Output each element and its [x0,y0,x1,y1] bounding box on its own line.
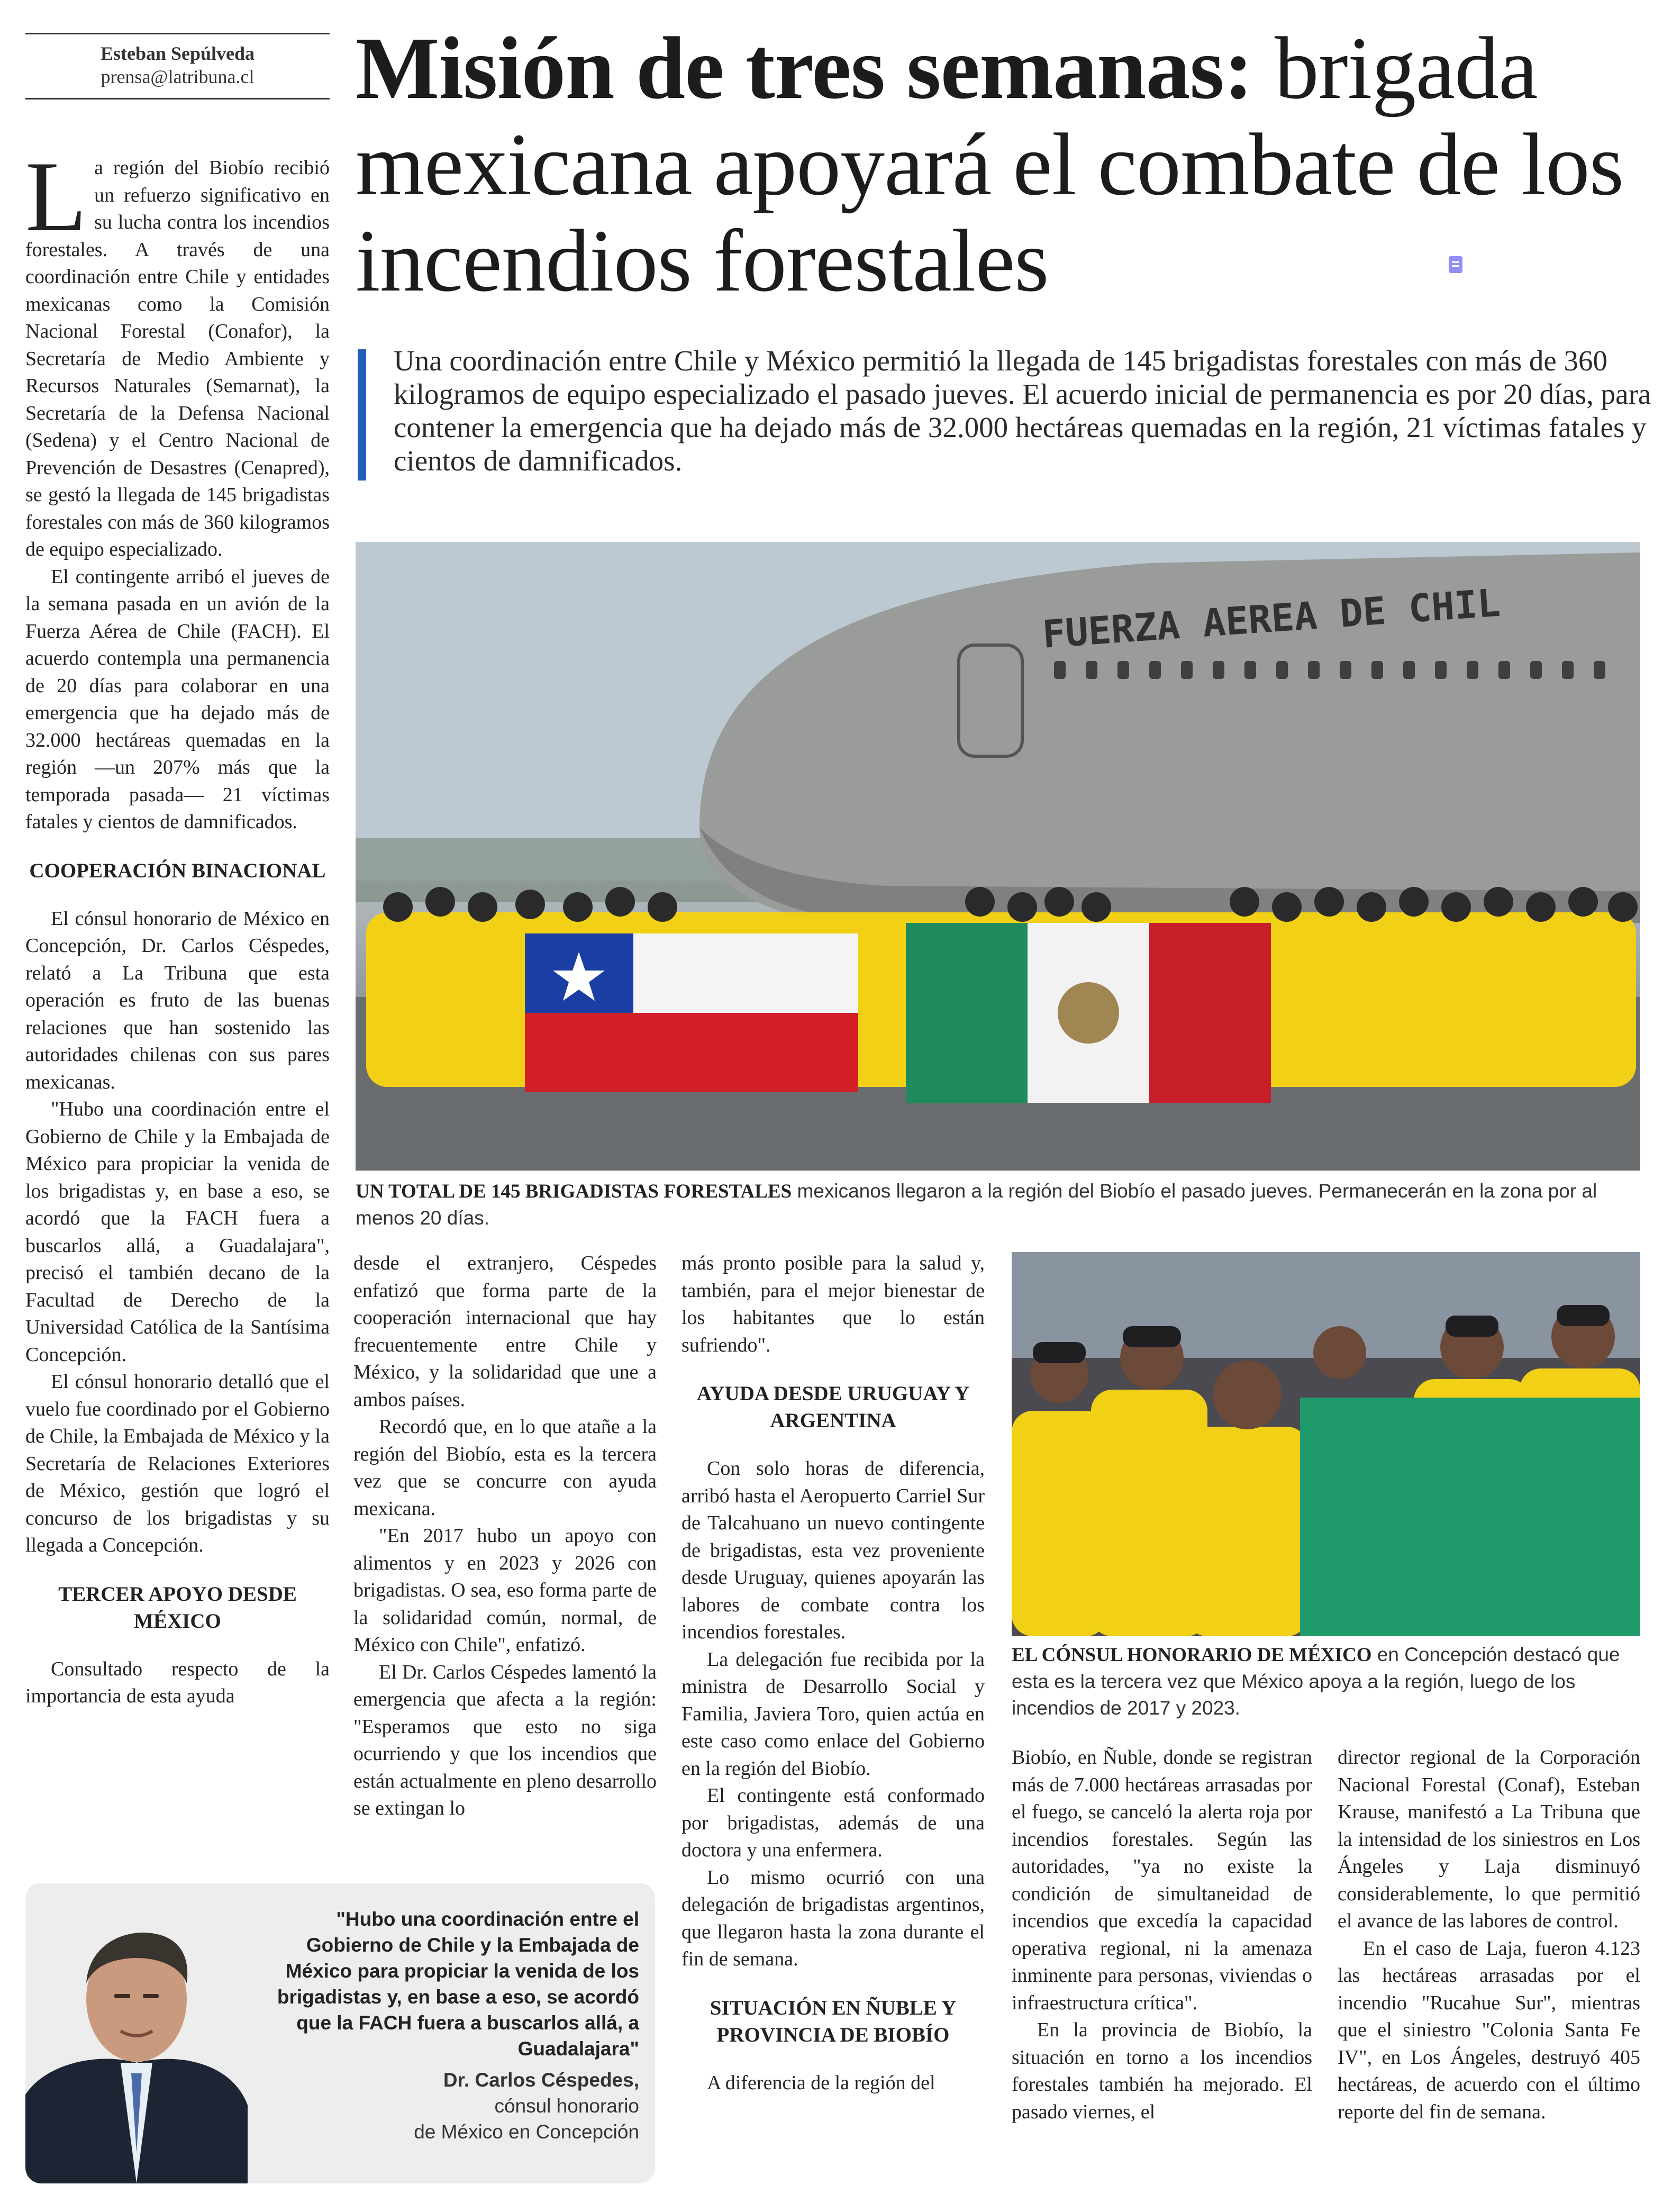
quote-author-name: Dr. Carlos Céspedes, [443,2069,639,2091]
headline-bold: Misión de tres semanas: [356,19,1253,117]
pull-quote-box [25,1883,655,2183]
subheading-cooperacion: COOPERACIÓN BINACIONAL [29,859,326,882]
photo-brigade-airplane [356,542,1640,1171]
byline [25,33,330,99]
paragraph: El Dr. Carlos Céspedes lamentó la emergencia que afecta a la región: "Esperamos que esto no siga ocurriendo y que los incendios que están actualmente en pleno desarrollo se extingan lo [353,1661,657,1819]
photo-caption-1 [356,1178,1640,1231]
byline-author: Esteban Sepúlveda [100,43,255,64]
column-1 [25,141,330,1710]
paragraph: "Hubo una coordinación entre el Gobierno de Chile y la Embajada de México para propiciar la venida de los brigadistas y, en base a eso, se acordó que la FACH fuera a buscarlos allá, a Guadalajara", precisó el también decano de la Facultad de Derecho de la Universidad Católica de la Santísima Concepción. [25,1098,330,1366]
quote-author-role-2: de México en Concepción [414,2121,639,2143]
subheading-nuble-biobio: SITUACIÓN EN ÑUBLE Y PROVINCIA DE BIOBÍO [710,1996,957,2046]
paragraph: La región del Biobío recibió un refuerzo significativo en su lucha contra los incendios forestales. A través de una coordinación entre Chile y entidades mexicanas como la Comisión Nacional Forestal (Conafor), la Secretaría de Medio Ambiente y Recursos Naturales (Semarnat), la Secretaría de la Defensa Nacional (Sedena) y el Centro Nacional de Prevención de Desastres (Cenapred), se gestó la llegada de 145 brigadistas forestales con más de 360 kilogramos de equipo especializado. [25,141,330,560]
column-3 [681,1250,985,2097]
paragraph: A diferencia de la región del [707,2071,935,2094]
paragraph: Recordó que, en lo que atañe a la región del Biobío, esta es la tercera vez que se concurre con ayuda mexicana. [353,1416,657,1520]
pull-quote-attribution [414,2067,639,2145]
byline-email[interactable]: prensa@latribuna.cl [101,66,255,87]
column-4 [1012,1744,1312,2126]
column-5 [1338,1744,1640,2126]
consul-portrait [25,1904,248,2183]
mexico-flag [906,923,1271,1103]
brigade-group-illustration [1012,1252,1640,1636]
paragraph: El cónsul honorario de México en Concepción, Dr. Carlos Céspedes, relató a La Tribuna que esta operación es fruto de las buenas relaciones que han sostenido las autoridades chilenas con sus pares mexicanas. [25,907,330,1093]
subheading-uruguay-argentina: AYUDA DESDE URUGUAY Y ARGENTINA [696,1382,970,1432]
photo-brigade-group [1012,1252,1640,1636]
paragraph: En el caso de Laja, fueron 4.123 las hectáreas arrasadas por el incendio "Rucahue Sur", mientras que el siniestro "Colonia Santa Fe IV", en Los Ángeles, destruyó 405 hectáreas, de acuerdo con el último reporte del fin de semana. [1338,1937,1640,2123]
standfirst: Una coordinación entre Chile y México permitió la llegada de 145 brigadistas forestales con más de 360 kilogramos de equipo especializado el pasado jueves. El acuerdo inicial de permanencia es por 20 días, para contener la emergencia que ha dejado más de 32.000 hectáreas quemadas en la región, 21 víctimas fatales y cientos de damnificados. [394,345,1651,477]
paragraph: Lo mismo ocurrió con una delegación de brigadistas argentinos, que llegaron hasta la zona durante el fin de semana. [681,1866,985,1970]
paragraph: Biobío, en Ñuble, donde se registran más de 7.000 hectáreas arrasadas por el fuego, se canceló la alerta roja por incendios forestales. Según las autoridades, "ya no existe la condición de simultaneidad de incendios que excedía la capacidad operativa regional, ni la amenaza inminente para personas, viviendas o infraestructura crítica". [1012,1746,1312,2014]
subheading-tercer-apoyo: TERCER APOYO DESDE MÉXICO [58,1582,297,1633]
paragraph: Con solo horas de diferencia, arribó hasta el Aeropuerto Carriel Sur de Talcahuano un nuevo contingente de brigadistas, esta vez proveniente desde Uruguay, quienes apoyarán las labores de combate contra los incendios forestales. [681,1457,985,1643]
paragraph: "En 2017 hubo un apoyo con alimentos y en 2023 y 2026 con brigadistas. O sea, eso forma parte de la solidaridad común, normal, de México con Chile", enfatizó. [353,1525,657,1656]
paragraph: Consultado respecto de la importancia de esta ayuda [25,1657,330,1707]
headline-regular: brigada mexicana apoyará el combate de los incendios forestales [356,19,1624,310]
caption-lead: EL CÓNSUL HONORARIO DE MÉXICO [1012,1644,1372,1666]
standfirst-accent-bar [358,349,366,481]
quote-author-role: cónsul honorario [494,2095,639,2117]
drop-cap: L [25,141,87,252]
paragraph: El cónsul honorario detalló que el vuelo fue coordinado por el Gobierno de Chile, la Embajada de México y la Secretaría de Relaciones Exteriores de México, gestión que logró el concurso de los brigadistas y su llegada a Concepción. [25,1371,330,1556]
paragraph: El contingente está conformado por brigadistas, además de una doctora y una enfermera. [681,1784,985,1861]
caption-text: mexicanos llegaron a la región del Biobío el pasado jueves. Permanecerán en la zona por al menos 20 días. [356,1180,1597,1229]
paragraph: El contingente arribó el jueves de la semana pasada en un avión de la Fuerza Aérea de Chile (FACH). El acuerdo contempla una permanencia de 20 días para colaborar en una emergencia que ha dejado más de 32.000 hectáreas quemadas en la región —un 207% más que la temporada pasada— 21 víctimas fatales y cientos de damnificados. [25,565,330,833]
mexico-flag-green-band [1300,1398,1640,1636]
paragraph: La delegación fue recibida por la ministra de Desarrollo Social y Familia, Javiera Toro, quien actúa en este caso como enlace del Gobierno en la región del Biobío. [681,1648,985,1780]
caption-text: en Concepción destacó que esta es la tercera vez que México apoya a la región, luego de los incendios de 2017 y 2023. [1012,1644,1620,1719]
paragraph: director regional de la Corporación Nacional Forestal (Conaf), Esteban Krause, manifestó a La Tribuna que la intensidad de los siniestros en Los Ángeles y Laja disminuyó considerablemente, lo que permitió el avance de las labores de control. [1338,1746,1640,1932]
airplane-scene-illustration [356,542,1640,1171]
photo-caption-2 [1012,1642,1640,1721]
paragraph: desde el extranjero, Céspedes enfatizó que forma parte de la cooperación internacional que hay frecuentemente entre Chile y México, y la solidaridad que une a ambos países. [353,1252,657,1411]
airplane-lettering: FUERZA AEREA DE CHIL [1041,580,1502,657]
caption-lead: UN TOTAL DE 145 BRIGADISTAS FORESTALES [356,1181,792,1202]
paragraph: más pronto posible para la salud y, también, para el mejor bienestar de los habitantes que lo están sufriendo". [681,1252,985,1356]
chile-flag [525,933,858,1092]
comment-icon[interactable] [1449,256,1462,273]
pull-quote-text: "Hubo una coordinación entre el Gobierno de Chile y la Embajada de México para propiciar la venida de los brigadistas y, en base a eso, se acordó que la FACH fuera a buscarlos allá, a Guadalajara" [277,1908,639,2060]
column-2 [353,1250,657,1823]
paragraph: En la provincia de Biobío, la situación en torno a los incendios forestales también ha mejorado. El pasado viernes, el [1012,2019,1312,2123]
